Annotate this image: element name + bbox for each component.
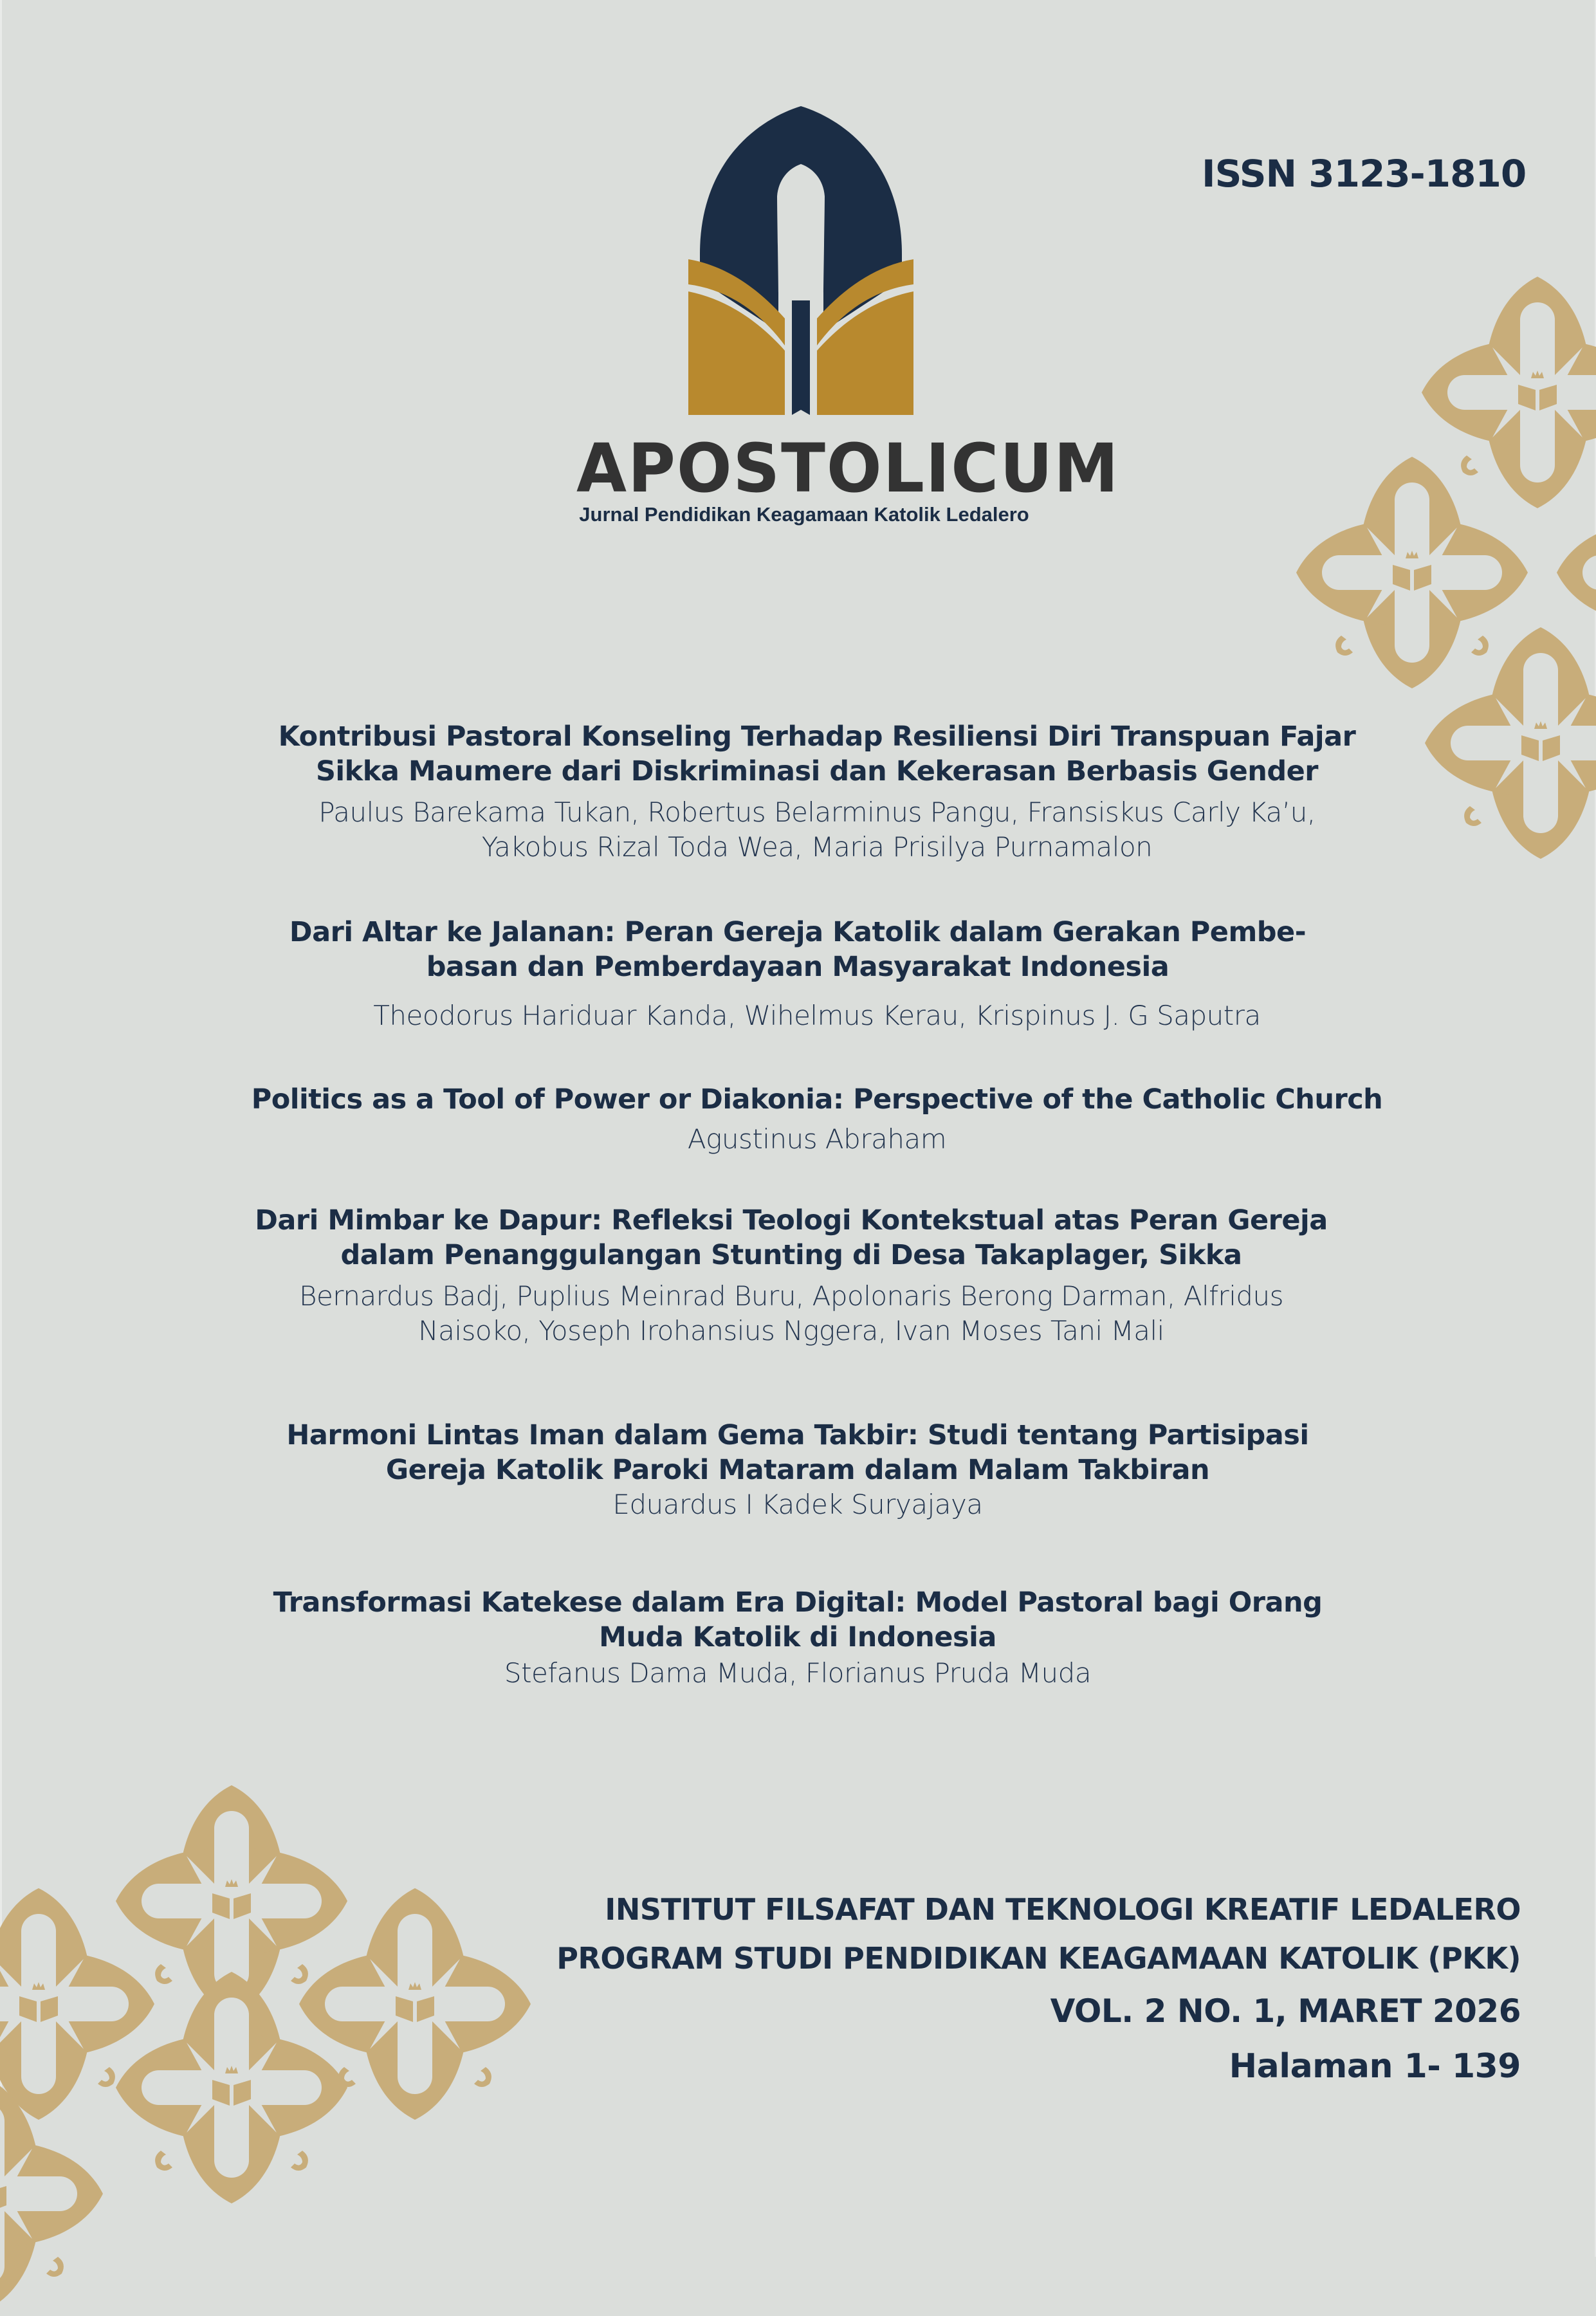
- article-title: Kontribusi Pastoral Konseling Terhadap Resiliensi Diri Transpuan Fajar Sikka Maumere dari Diskriminasi dan Kekerasan Berbasis Gender: [278, 721, 1356, 787]
- article-entry: [232, 1082, 1402, 1157]
- volume-issue: VOL. 2 NO. 1, MARET 2026: [1050, 1992, 1521, 2030]
- article-entry: [232, 1585, 1402, 1691]
- journal-logo: [566, 106, 1036, 428]
- article-entry: [232, 719, 1402, 865]
- page-range: Halaman 1- 139: [1229, 2047, 1521, 2086]
- article-authors: Agustinus Abraham: [687, 1123, 947, 1155]
- article-authors: Paulus Barekama Tukan, Robertus Belarminus Pangu, Fransiskus Carly Ka’u, Yakobus Rizal Toda Wea, Maria Prisilya Purnamalon: [318, 796, 1316, 863]
- logo-arch-book-icon: [566, 106, 1036, 428]
- flower-ornament-icon: [0, 2072, 109, 2316]
- article-entry: [232, 1203, 1402, 1348]
- issn-label: ISSN 3123-1810: [1202, 152, 1527, 196]
- institution-name: INSTITUT FILSAFAT DAN TEKNOLOGI KREATIF LEDALERO: [605, 1892, 1521, 1927]
- article-title: Dari Mimbar ke Dapur: Refleksi Teologi Kontekstual atas Peran Gereja dalam Penanggulangan Stunting di Desa Takaplager, Sikka: [255, 1204, 1328, 1271]
- program-name: PROGRAM STUDI PENDIDIKAN KEAGAMAAN KATOLIK (PKK): [556, 1941, 1521, 1976]
- article-authors: Bernardus Badj, Puplius Meinrad Buru, Apolonaris Berong Darman, Alfridus Naisoko, Yoseph Irohansius Nggera, Ivan Moses Tani Mali: [298, 1280, 1284, 1346]
- article-title: Harmoni Lintas Iman dalam Gema Takbir: Studi tentang Partisipasi Gereja Katolik Paroki Mataram dalam Malam Takbiran: [286, 1419, 1309, 1486]
- journal-subtitle: Jurnal Pendidikan Keagamaan Katolik Ledalero: [579, 503, 1029, 526]
- journal-name: APOSTOLICUM: [576, 429, 1120, 508]
- article-title: Transformasi Katekese dalam Era Digital: Model Pastoral bagi Orang Muda Katolik di Indonesia: [273, 1586, 1323, 1653]
- article-authors: Theodorus Hariduar Kanda, Wihelmus Kerau, Krispinus J. G Saputra: [373, 1000, 1261, 1031]
- article-authors: Eduardus I Kadek Suryajaya: [612, 1489, 983, 1520]
- flower-ornament-icon: [1418, 621, 1596, 865]
- publication-info: [556, 1885, 1521, 2095]
- article-entry: [232, 1418, 1402, 1522]
- article-title: Politics as a Tool of Power or Diakonia: Perspective of the Catholic Church: [251, 1083, 1383, 1116]
- article-title: Dari Altar ke Jalanan: Peran Gereja Katolik dalam Gerakan Pembe- basan dan Pemberdayaan Masyarakat Indonesia: [289, 916, 1307, 983]
- flower-ornament-icon: [109, 1965, 354, 2210]
- article-authors: Stefanus Dama Muda, Florianus Pruda Muda: [504, 1657, 1092, 1689]
- article-entry: [232, 915, 1402, 1033]
